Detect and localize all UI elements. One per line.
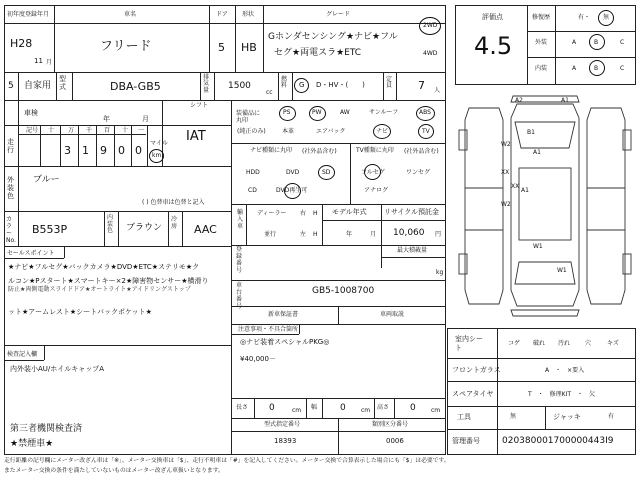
score-row-2 [527,57,636,58]
score-label: 評価点 [482,13,503,21]
mileage-digit-col-4 [96,125,97,166]
diagram-label-1: A1 [561,97,569,104]
row1-col-line-4 [263,5,264,72]
colorcode-col-5 [182,211,183,246]
notes-line-1: ◎ナビ装着スペシャルPKG◎ [240,338,330,346]
diagram-label-6: XX [511,183,520,190]
tv-fullseg: フルセグ [361,169,385,176]
interior-sheet-item-0: コゲ [508,340,521,347]
chassis-top-line [231,280,446,281]
sales-line-1: ★ナビ★フルセグ★バックカメラ★DVD★ETC★ステリモ★ク [8,263,200,271]
import-col-3 [381,204,382,268]
mileage-digit-col-3 [78,125,79,166]
import-h-2: H [313,231,318,238]
tv-oneseg: ワンセグ [406,169,431,176]
mileage-digit-5: 0 [135,144,142,157]
jack-label: ジャッキ [553,413,581,421]
mileage-digit-label-2: 万 [68,127,75,134]
load-line [381,257,446,258]
footer-line-1: 走行距離の記号欄にメーター改ざん車は「※」、メーター交換車は「$」、走行不明車は「#」を記入してください。メーター交換で合算表示した場合にも「$」は必要です。 [4,458,450,464]
car-name-value: フリード [100,39,152,54]
row2-col-line-2 [56,72,57,100]
dims-col-2 [306,398,307,418]
first-reg-month: 11 [34,57,43,65]
diagram-label-2: B1 [527,129,535,136]
equip-tv: TV [422,128,430,135]
navi-dvd: DVD [286,169,300,176]
mileage-bottom-line [4,166,231,167]
control-label: 管理番号 [452,437,480,445]
jack-value: 有 [608,413,615,420]
mileage-digit-4: 0 [118,144,125,157]
recycle-label: リサイクル預託金 [384,208,440,216]
navi-dvd-play: DVD再生可 [276,187,308,194]
colorcode-col-2 [104,211,105,246]
notes-label-side [299,324,300,334]
car-name-label: 車名 [124,11,137,18]
interior-sel: B [594,65,599,72]
row2-col-line-3 [72,72,73,100]
dims-col-4 [374,398,375,418]
row1-col-line-2 [209,5,210,72]
cert-type-value: 18393 [274,437,297,445]
mileage-digit-label-6: 一 [138,127,145,134]
model-label: 型式 [59,75,66,91]
shift-label: シフト [190,102,209,109]
tv-type-label: TV種類に丸印 [356,147,394,154]
car-roof [519,168,571,240]
row2-col-line-8 [383,72,384,100]
model-year-year: 年 [346,231,353,238]
dims-length-cm: cm [292,407,302,414]
import-dealer: ディーラー [257,210,287,217]
import-right: 右 [300,210,307,217]
mileage-digit-label-1: 十 [48,127,55,134]
footer-line-2: またメーター交換の条件を満たしていないものはメーター改ざん車扱いとなります。 [4,468,224,474]
row1-bottom-line [4,72,446,73]
third-party-label: 第三者機関検査済 [10,424,83,434]
mileage-label: 走行 [7,138,14,155]
dims-length-value: 0 [269,403,275,413]
exterior-sel: B [594,39,599,46]
notes-line-2: ¥40,000－ [240,355,276,363]
row2-col-line-5 [214,72,215,100]
import-label: 輸入車 [237,209,244,230]
inspection-month: 月 [142,115,149,123]
spare-tire-label: スペアタイヤ [452,390,494,398]
diagram-label-5: XX [501,169,510,176]
mileage-digit-col-1 [40,125,41,166]
tools-value: 無 [510,413,517,420]
interior-sheet-item-2: 汚れ [558,340,571,347]
inspector-label-side [44,345,45,360]
equip-abs: ABS [419,109,431,116]
car-left-side [465,108,503,304]
colorcode-bottom-line [4,246,231,247]
import-sub-line [322,220,446,221]
mileage-digit-head-line [18,134,146,135]
colorcode-label: カラー No. [6,216,16,244]
equip-pw: PW [312,109,322,116]
import-col-2 [322,204,323,245]
import-parallel: 並行 [264,231,277,238]
row1-sub-line [4,23,446,24]
row2-col-line-9 [396,72,397,100]
shape-value: HB [241,41,257,54]
chassis-label: 車台番号 [236,282,243,310]
car-windshield [515,122,575,148]
spare-tire-value: T ・ 修理KIT ・ 欠 [528,391,596,398]
front-glass-label: フロントガラス [452,366,501,374]
inspector-value: 内外装小AU/ホイルキャップA [10,365,105,373]
equip-airbag: エアバック [316,128,346,135]
mileage-digit-2: 1 [82,144,89,157]
color-label: 外装色 [7,176,14,201]
drive-2wd: 2WD [423,22,438,29]
sales-line-2: ルコン★Pスタート★スマートキー×2★障害物センサー★横滑り [8,277,209,285]
car-damage-diagram [455,90,636,322]
capacity-value: 7 [418,79,425,92]
diagram-label-9: W1 [533,243,543,250]
colorcode-interior-value: ブラウン [126,223,163,233]
door-label: ドア [216,11,228,18]
inspection-label: 車検 [24,109,38,117]
dims-height-cm: cm [431,407,441,414]
interior-label: 内装 [535,65,548,72]
mid-divider [231,100,232,455]
diagram-label-0: A2 [515,97,523,104]
colorcode-col-1 [18,211,19,246]
diagram-label-7: A1 [521,187,529,194]
equip-ps: PS [283,109,291,116]
fuel-label: 燃料 [281,76,288,90]
displacement-label: 排気量 [203,74,210,94]
docs-divider [338,306,339,324]
tools-divider [545,406,546,429]
inspector-label-underline [4,360,44,361]
front-glass-value: A ・ ×要入 [545,367,585,374]
mileage-digit-col-7 [147,125,148,166]
right-table-label-col [497,328,498,455]
import-h-1: H [313,210,318,217]
car-wheel-rl [459,254,467,274]
load-kg: kg [436,269,444,276]
dims-top-line [231,398,446,399]
mileage-digit-label-0: 記号 [26,127,39,134]
cert-divider [338,418,339,455]
insp-label-col [18,100,19,166]
diagram-label-4: A1 [533,149,541,156]
car-wheel-rr [623,254,631,274]
color-note: ( ) 色替車は色替と記入 [142,199,205,206]
repair-label: 修復歴 [532,14,551,21]
equip-navi: ナビ [376,128,389,135]
color-label-col [18,166,19,211]
colorcode-ac-label: 冷房 [171,216,178,230]
equipment-sub: (純正のみ) [237,128,266,135]
capacity-label: 定員 [386,76,393,90]
interior-sheet-item-1: 破れ [533,340,546,347]
colorcode-col-3 [118,211,119,246]
navi-cd: CD [248,187,257,194]
chassis-value: GB5-1008700 [312,286,375,296]
diagram-label-8: W2 [501,201,511,208]
notes-label-underline [231,334,299,335]
fuel-g: G [299,81,305,89]
exterior-c: C [620,39,625,46]
import-top-line [231,204,446,205]
mileage-digit-3: 9 [100,144,107,157]
capacity-unit: 人 [434,87,441,94]
colorcode-ac-value: AAC [194,223,217,236]
smoke-free: ★禁煙車★ [10,439,54,449]
load-label: 最大積載量 [397,247,428,254]
exterior-a: A [572,39,577,46]
equip-aw: AW [340,109,350,116]
colorcode-interior-label: 内装色 [107,214,114,235]
dims-col-1 [254,398,255,418]
navi-hdd: HDD [246,169,260,176]
diagram-label-3: W2 [501,141,511,148]
row1-col-line-3 [235,5,236,72]
first-reg-year: H28 [10,37,33,50]
inspection-year: 年 [103,115,110,123]
recycle-yen: 円 [435,231,442,238]
tools-label: 工具 [457,413,471,421]
navi-tv-divider [350,143,351,204]
insp-bottom-line [4,125,231,126]
recycle-value: 10,060 [393,228,425,238]
navi-type-sub: (社外品含む) [302,148,337,155]
row2-col-line-6 [278,72,279,100]
dims-length-label: 長さ [236,404,249,411]
door-value: 5 [218,41,225,54]
navi-sd: SD [322,169,331,176]
model-year-month: 月 [370,231,377,238]
grade-label: グレード [326,11,351,18]
notes-top-line [231,324,446,325]
mileage-digit-col-6 [131,125,132,166]
mileage-digit-1: 3 [64,144,71,157]
sales-label-underline [4,258,64,259]
import-label-col [246,204,247,245]
score-divider [527,5,528,85]
model-year-label: モデル年式 [332,208,367,216]
import-left: 左 [300,231,307,238]
row2-bottom-line [4,100,446,101]
mileage-digit-col-5 [114,125,115,166]
score-row-1 [527,31,636,32]
first-reg-label: 初年度登録年月 [7,11,50,18]
equipment-label: 装備品に丸印 [236,110,261,125]
control-value: 020380001700000443I9 [502,436,614,446]
manual-label: 車両取説 [380,311,405,318]
repair-opts: 有・ [578,14,591,21]
row2-col-line-1 [18,72,19,100]
cert-class-value: 0006 [386,437,404,445]
color-value: ブルー [33,175,60,185]
notes-label: 注意事項・不具合箇所 [238,326,299,333]
mileage-digit-col-2 [60,125,61,166]
dims-col-5 [394,398,395,418]
sales-label-side [64,246,65,258]
shape-label: 形状 [242,11,255,18]
displacement-cc: cc [266,89,273,96]
dims-col-3 [322,398,323,418]
mileage-digit-label-4: 百 [104,127,111,134]
inspector-label: 検査記入欄 [7,351,38,358]
right-row-4 [447,429,636,430]
row2-col-line-4 [200,72,201,100]
interior-sheet-item-3: 穴 [585,340,592,347]
colorcode-col-4 [168,211,169,246]
right-row-2 [447,381,636,382]
fuel-rest: D・HV・( ) [316,81,365,89]
equip-bottom-line [231,143,446,144]
first-reg-month-unit: 月 [46,59,53,66]
exterior-label: 外装 [535,39,548,46]
regno-top-line [231,245,446,246]
interior-sheet-item-4: キズ [607,340,619,347]
row2-col-line-7 [292,72,293,100]
navi-type-label: ナビ種類に丸印 [250,147,293,154]
score-value: 4.5 [474,32,513,60]
score-sub-col [555,5,556,85]
sales-points-label: セールスポイント [7,250,55,257]
shift-value: IAT [186,129,206,144]
cert-class-label: 類別区分番号 [372,421,409,428]
car-right-side [587,108,625,304]
dims-width-cm: cm [361,407,371,414]
sales-bottom-line [4,345,231,346]
dims-width-value: 0 [340,403,346,413]
equip-leather: 本革 [282,128,295,135]
interior-c: C [620,65,625,72]
mileage-digit-label-3: 千 [86,127,93,134]
mileage-unit-km: km [152,152,162,159]
sales-line-3: ット★アームレスト★シートバックポケット★ [8,308,152,316]
drive-4wd: 4WD [423,50,438,57]
cert-type-label: 型式指定番号 [264,421,301,428]
equip-sunroof: サンルーフ [369,109,399,116]
right-row-1 [447,358,636,359]
sales-line-2b: 防止★両側電動スライドドア★オートライト★アイドリングストップ [8,286,191,293]
model-value: DBA-GB5 [110,80,161,93]
dims-width-label: 幅 [311,404,318,411]
mileage-digit-label-5: 十 [122,127,129,134]
car-body-outline [511,104,579,306]
dims-height-label: 高さ [377,404,390,411]
right-row-3 [447,406,636,407]
interior-a: A [572,65,577,72]
displacement-value: 1500 [228,81,251,91]
colorcode-value: B553P [32,223,68,236]
warranty-label: 新車保証書 [268,311,299,318]
use-value: 自家用 [24,81,52,91]
grade-line-2: セグ★両電スラ★ETC [274,48,362,58]
repair-sel: 無 [603,14,610,21]
grade-line-1: Gホンダセンシング★ナビ★フル [268,32,398,42]
mileage-unit-mile: マイル [150,140,168,147]
use-number: 5 [8,81,14,91]
interior-sheet-label: 室内シート [455,335,483,353]
regno-label: 登録番号 [236,246,243,274]
car-wheel-fl [459,130,467,150]
car-rear-bumper [511,310,579,316]
diagram-label-10: W1 [557,267,567,274]
dims-height-value: 0 [410,403,416,413]
car-wheel-fr [623,130,631,150]
tv-type-sub: (社外品含む) [404,148,439,155]
row1-col-line-1 [54,5,55,72]
tv-analog: アナログ [364,187,389,194]
